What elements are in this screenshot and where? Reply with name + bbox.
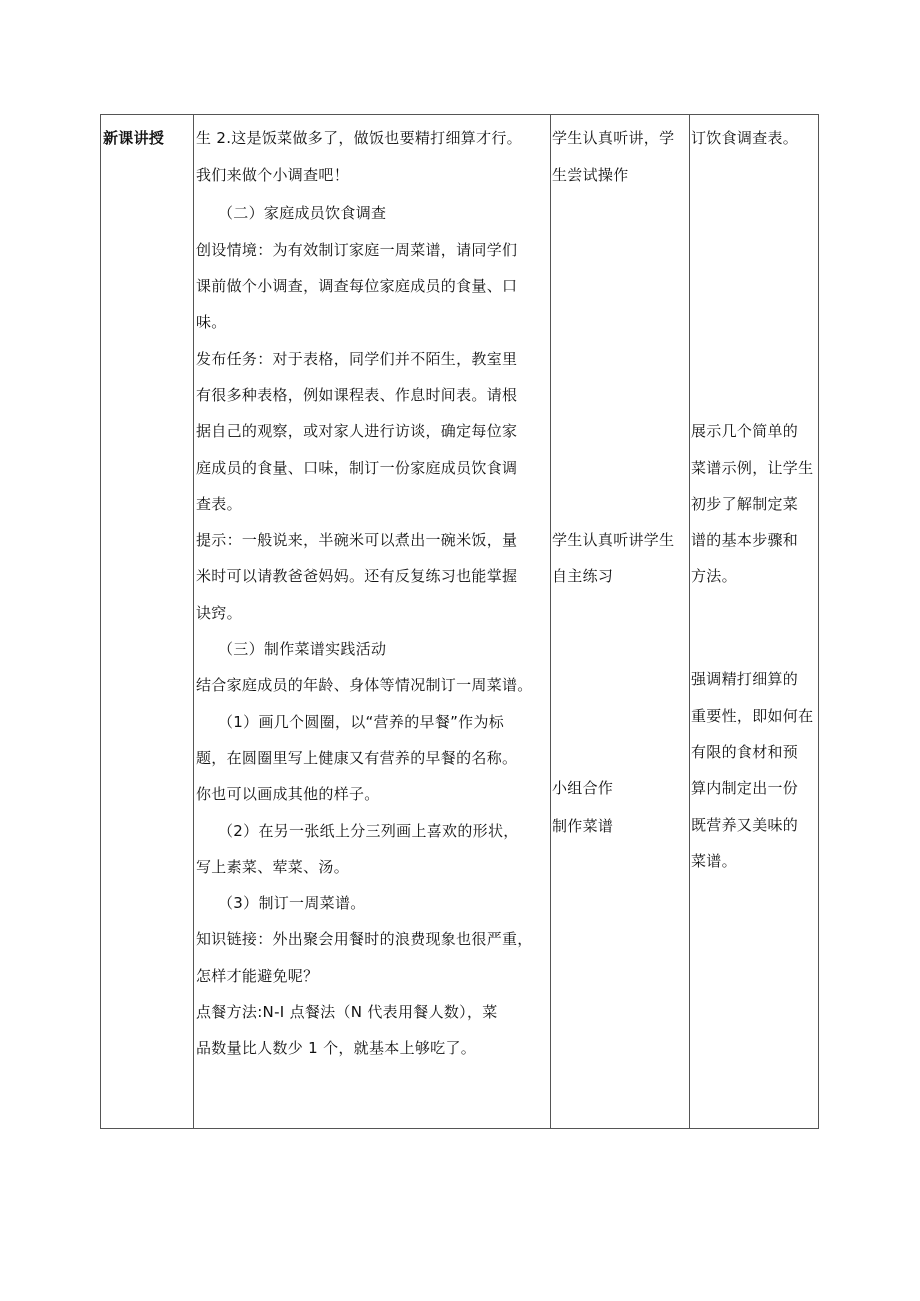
teacher-heading: （二）家庭成员饮食调查 [218,204,387,222]
column-divider [550,115,551,1128]
intent-line: 菜谱示例，让学生 [691,459,814,477]
intent-line: 方法。 [691,567,737,585]
column-divider [193,115,194,1128]
teacher-line: 生 2.这是饭菜做多了，做饭也要精打细算才行。 [196,129,522,147]
student-line: 自主练习 [552,567,614,585]
section-label: 新课讲授 [103,129,165,147]
teacher-line: 知识链接：外出聚会用餐时的浪费现象也很严重， [196,930,533,948]
intent-line: 强调精打细算的 [691,670,799,688]
student-line: 学生认真听讲，学 [552,129,675,147]
teacher-line: 写上素菜、荤菜、汤。 [196,858,350,876]
teacher-line: 点餐方法:N-I 点餐法（N 代表用餐人数），菜 [196,1003,498,1021]
student-line: 制作菜谱 [552,817,614,835]
teacher-line: 米时可以请教爸爸妈妈。还有反复练习也能掌握 [196,567,518,585]
teacher-line: 发布任务：对于表格，同学们并不陌生，教室里 [196,350,518,368]
teacher-line: （1）画几个圆圈，以“营养的早餐”作为标 [218,713,505,731]
teacher-line: 味。 [196,313,227,331]
intent-line: 谱的基本步骤和 [691,531,799,549]
lesson-plan-table [100,114,819,1129]
teacher-line: 提示：一般说来，半碗米可以煮出一碗米饭，量 [196,531,518,549]
teacher-line: （3）制订一周菜谱。 [218,894,366,912]
teacher-line: 品数量比人数少 1 个，就基本上够吃了。 [196,1039,477,1057]
teacher-line: 庭成员的食量、口味，制订一份家庭成员饮食调 [196,459,518,477]
student-line: 生尝试操作 [552,166,629,184]
intent-line: 算内制定出一份 [691,779,799,797]
teacher-line: 怎样才能避免呢？ [196,967,319,985]
intent-line: 菜谱。 [691,852,737,870]
teacher-line: 课前做个小调查，调查每位家庭成员的食量、口 [196,277,518,295]
teacher-line: 题，在圆圈里写上健康又有营养的早餐的名称。 [196,749,518,767]
intent-line: 既营养又美味的 [691,816,799,834]
intent-line: 展示几个简单的 [691,422,799,440]
teacher-line: 有很多种表格，例如课程表、作息时间表。请根 [196,386,518,404]
teacher-line: 我们来做个小调查吧！ [196,166,350,184]
teacher-line: 据自己的观察，或对家人进行访谈，确定每位家 [196,422,518,440]
intent-line: 订饮食调查表。 [691,129,799,147]
teacher-line: 诀窍。 [196,604,242,622]
teacher-heading: （三）制作菜谱实践活动 [218,640,387,658]
teacher-line: （2）在另一张纸上分三列画上喜欢的形状， [218,822,519,840]
intent-line: 重要性，即如何在 [691,707,814,725]
teacher-line: 创设情境：为有效制订家庭一周菜谱，请同学们 [196,241,518,259]
intent-line: 初步了解制定菜 [691,495,799,513]
teacher-line: 结合家庭成员的年龄、身体等情况制订一周菜谱。 [196,676,533,694]
teacher-line: 查表。 [196,495,242,513]
student-line: 小组合作 [552,779,614,797]
student-line: 学生认真听讲学生 [552,531,675,549]
column-divider [689,115,690,1128]
intent-line: 有限的食材和预 [691,743,799,761]
teacher-line: 你也可以画成其他的样子。 [196,785,380,803]
